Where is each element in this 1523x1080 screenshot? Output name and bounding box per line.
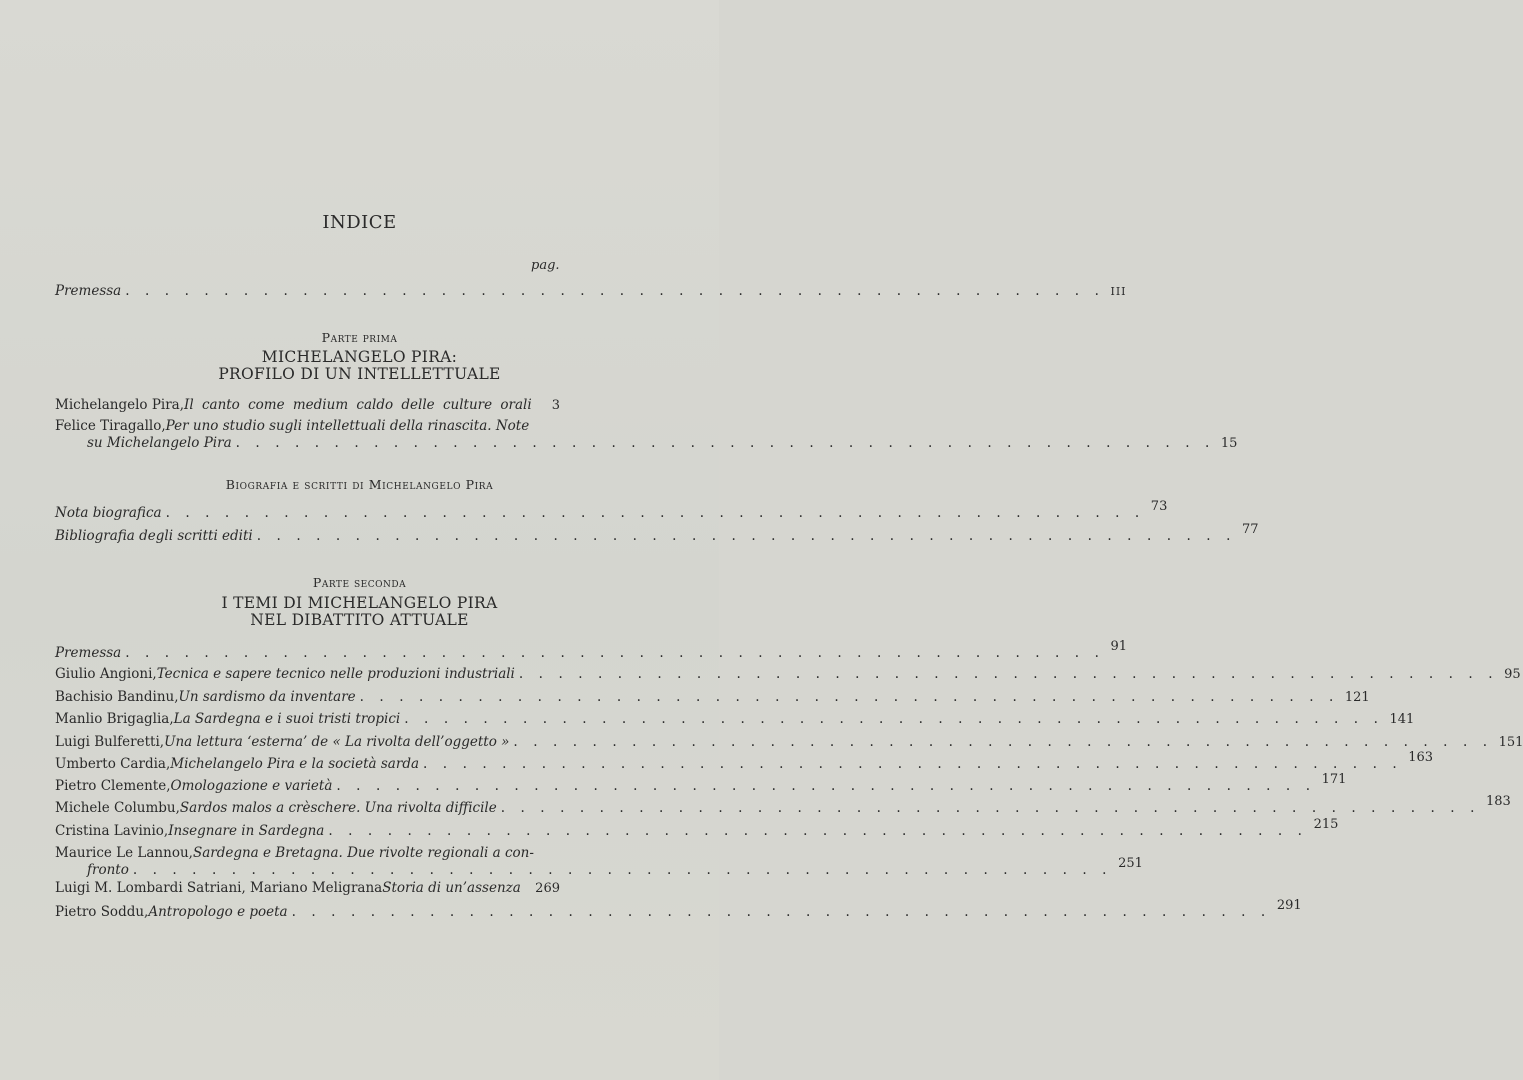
toc-entry xyxy=(55,639,1128,662)
entry-title: Una lettura ‘esterna’ de « La rivolta dell’oggetto » xyxy=(164,734,510,750)
toc-entry-intro xyxy=(55,283,1127,300)
entry-title: Antropologo e poeta xyxy=(148,904,288,920)
entry-author: Bachisio Bandinu, xyxy=(55,689,179,705)
leader-dots: . . . . . . . . . . . . . . . . . . . . . . . . . . . . . . . . . . . . . . . . . . . . . . . . . . xyxy=(513,734,1493,750)
entry-page: 171 xyxy=(1321,772,1347,787)
entry-title: Sardegna e Bretagna. Due rivolte regionali a con- xyxy=(192,845,534,861)
leader-dots: . . . . . . . . . . . . . . . . . . . . . . . . . . . . . . . . . . . . . . . . . . . . . . . . . . xyxy=(165,505,1145,521)
page-column-label: pag. xyxy=(531,258,560,273)
toc-entry xyxy=(55,397,560,414)
entry-page: 269 xyxy=(535,881,560,896)
entry-author: Manlio Brigaglia, xyxy=(55,711,174,727)
entry-author: Umberto Cardia, xyxy=(55,756,171,772)
part1-title-line1: MICHELANGELO PIRA: xyxy=(261,348,458,366)
part2-title-line2: NEL DIBATTITO ATTUALE xyxy=(250,611,469,629)
entry-page: 73 xyxy=(1150,499,1168,514)
entry-page: 15 xyxy=(1220,436,1238,451)
toc-entry xyxy=(55,794,1511,817)
toc-entry xyxy=(55,734,1523,751)
entry-title: Nota biografica xyxy=(55,505,162,521)
toc-entry xyxy=(55,772,1347,795)
toc-entry xyxy=(55,499,1168,522)
toc-entry xyxy=(55,750,1434,773)
entry-page: 91 xyxy=(1110,639,1128,654)
leader-dots: . . . . . . . . . . . . . . . . . . . . . . . . . . . . . . . . . . . . . . . . . . . . . . . . . . xyxy=(132,862,1113,878)
entry-title: Storia di un’assenza xyxy=(382,880,521,896)
toc-entry xyxy=(55,880,560,897)
part2-label: Parte seconda xyxy=(312,575,407,590)
entry-page: 3 xyxy=(551,398,560,413)
entry-author: Giulio Angioni, xyxy=(55,666,157,682)
entry-title: Bibliografia degli scritti editi xyxy=(55,528,253,544)
entry-author: Pietro Clemente, xyxy=(55,778,171,794)
toc-entry xyxy=(55,817,1339,840)
entry-author: Michele Columbu, xyxy=(55,800,180,816)
entry-author: Felice Tiragallo, xyxy=(55,418,166,434)
toc-entry xyxy=(55,898,1302,921)
entry-page: 215 xyxy=(1313,817,1339,832)
leader-dots: . . . . . . . . . . . . . . . . . . . . . . . . . . . . . . . . . . . . . . . . . . . . . . . . . . xyxy=(125,645,1105,661)
index-title: INDICE xyxy=(322,212,397,233)
toc-entry xyxy=(55,666,1521,683)
entry-page: 163 xyxy=(1408,750,1434,765)
entry-page: 121 xyxy=(1344,690,1370,705)
leader-dots: . . . . . . . . . . . . . . . . . . . . . . . . . . . . . . . . . . . . . . . . . . . . . . . . . . xyxy=(235,435,1215,451)
part2-title-line1: I TEMI DI MICHELANGELO PIRA xyxy=(221,594,498,612)
entry-page: 151 xyxy=(1498,735,1523,750)
entry-title: Il canto come medium caldo delle culture orali xyxy=(184,397,532,413)
entry-title: Per uno studio sugli intellettuali della rinascita. Note xyxy=(165,418,530,434)
entry-title: Un sardismo da inventare xyxy=(178,689,356,705)
entry-page: 251 xyxy=(1118,856,1143,871)
entry-author: Luigi M. Lombardi Satriani, Mariano Meligrana xyxy=(55,880,383,896)
entry-author: Maurice Le Lannou, xyxy=(55,845,193,861)
entry-page: 183 xyxy=(1485,794,1511,809)
part1-label: Parte prima xyxy=(321,330,398,345)
toc-entry xyxy=(55,418,1238,452)
entry-title: Omologazione e varietà xyxy=(170,778,333,794)
subsection-heading: Biografia e scritti di Michelangelo Pira xyxy=(225,477,494,492)
entry-author: Pietro Soddu, xyxy=(55,904,149,920)
toc-entry xyxy=(55,689,1370,706)
toc-entry xyxy=(55,711,1415,728)
toc-entry xyxy=(55,522,1259,545)
entry-title: Insegnare in Sardegna xyxy=(168,823,325,839)
leader-dots: . . . . . . . . . . . . . . . . . . . . . . . . . . . . . . . . . . . . . . . . . . . . . . . . . . xyxy=(336,778,1316,794)
entry-title-continued: fronto xyxy=(87,862,129,878)
entry-page: 95 xyxy=(1504,667,1521,682)
entry-title-continued: su Michelangelo Pira xyxy=(87,435,232,451)
entry-title: Michelangelo Pira e la società sarda xyxy=(170,756,420,772)
leader-dots: . . . . . . . . . . . . . . . . . . . . . . . . . . . . . . . . . . . . . . . . . . . . . . . . . . xyxy=(518,666,1499,682)
entry-title: Tecnica e sapere tecnico nelle produzioni industriali xyxy=(156,666,515,682)
entry-title: Premessa xyxy=(55,645,122,661)
entry-page: III xyxy=(1110,285,1127,298)
leader-dots: . . . . . . . . . . . . . . . . . . . . . . . . . . . . . . . . . . . . . . . . . . . . . . . . . . xyxy=(404,711,1384,727)
entry-page: 77 xyxy=(1241,522,1259,537)
entry-author: Luigi Bulferetti, xyxy=(55,734,165,750)
part1-title-line2: PROFILO DI UN INTELLETTUALE xyxy=(218,365,501,383)
leader-dots: . . . . . . . . . . . . . . . . . . . . . . . . . . . . . . . . . . . . . . . . . . . . . . . . . . xyxy=(328,823,1308,839)
entry-title: Premessa xyxy=(55,283,122,299)
entry-author: Cristina Lavinio, xyxy=(55,823,169,839)
leader-dots: . . . . . . . . . . . . . . . . . . . . . . . . . . . . . . . . . . . . . . . . . . . . . . . . . . xyxy=(125,283,1105,299)
leader-dots: . . . . . . . . . . . . . . . . . . . . . . . . . . . . . . . . . . . . . . . . . . . . . . . . . . xyxy=(423,756,1403,772)
entry-title: La Sardegna e i suoi tristi tropici xyxy=(173,711,401,727)
entry-author: Michelangelo Pira, xyxy=(55,397,185,413)
entry-page: 141 xyxy=(1389,712,1415,727)
leader-dots: . . . . . . . . . . . . . . . . . . . . . . . . . . . . . . . . . . . . . . . . . . . . . . . . . . xyxy=(500,800,1480,816)
leader-dots: . . . . . . . . . . . . . . . . . . . . . . . . . . . . . . . . . . . . . . . . . . . . . . . . . . xyxy=(256,528,1236,544)
leader-dots: . . . . . . . . . . . . . . . . . . . . . . . . . . . . . . . . . . . . . . . . . . . . . . . . . . xyxy=(359,689,1339,705)
entry-title: Sardos malos a crèschere. Una rivolta difficile xyxy=(179,800,497,816)
entry-page: 291 xyxy=(1276,898,1302,913)
toc-entry xyxy=(55,845,1143,879)
leader-dots: . . . . . . . . . . . . . . . . . . . . . . . . . . . . . . . . . . . . . . . . . . . . . . . . . . xyxy=(291,904,1271,920)
